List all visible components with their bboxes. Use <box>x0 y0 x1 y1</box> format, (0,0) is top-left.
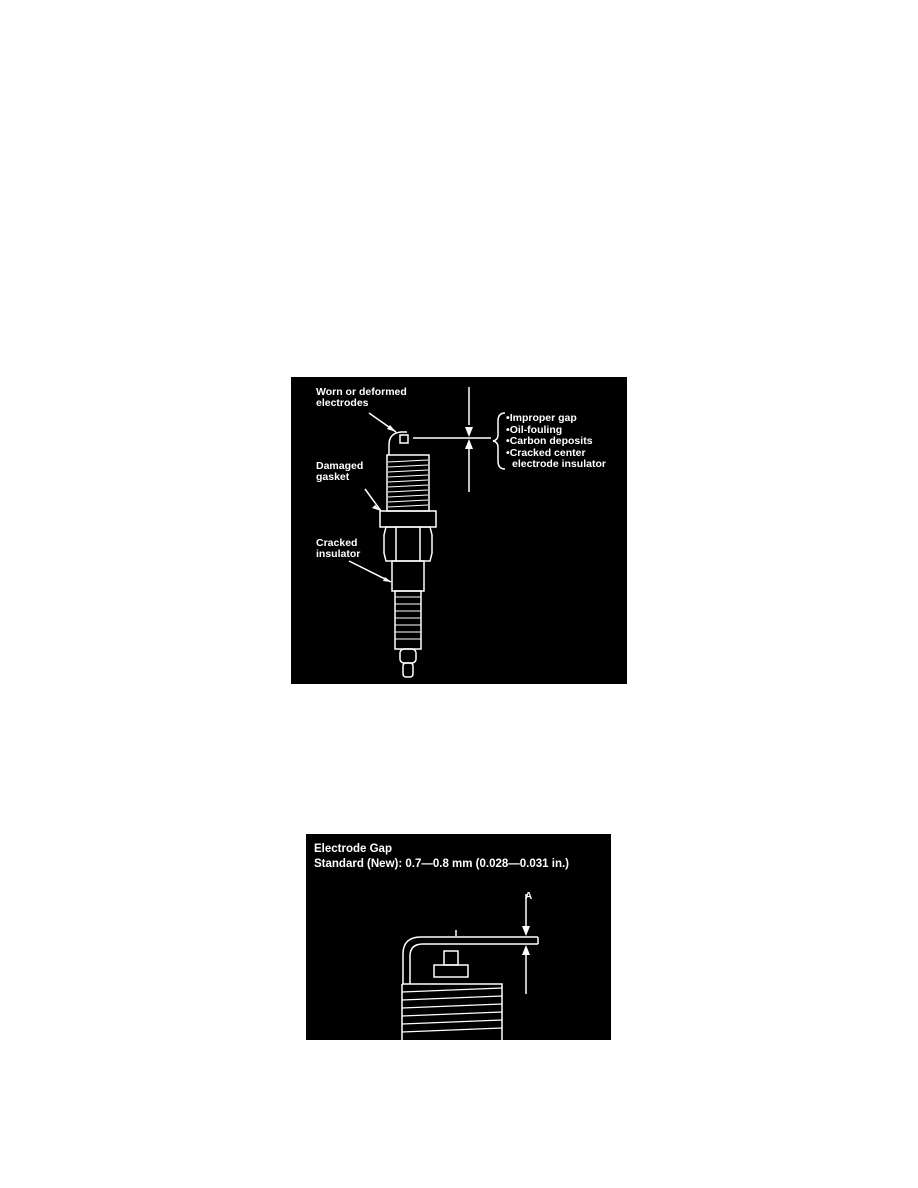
gap-dimension-label: A <box>525 891 533 902</box>
condition-oil-fouling: • Oil-fouling <box>506 425 606 437</box>
spark-plug-inspection-figure <box>291 377 627 684</box>
electrode-gap-standard: Standard (New): 0.7—0.8 mm (0.028—0.031 in.) <box>314 858 570 870</box>
condition-carbon-deposits: • Carbon deposits <box>506 436 606 448</box>
inspection-conditions-list <box>506 413 606 471</box>
electrode-gap-title: Electrode Gap <box>314 843 392 855</box>
cracked-insulator-label: Cracked insulator <box>316 537 361 560</box>
condition-improper-gap: • Improper gap <box>506 413 606 425</box>
electrode-gap-figure <box>306 834 611 1040</box>
condition-electrode-insulator: electrode insulator <box>512 458 606 470</box>
worn-electrodes-label: Worn or deformed electrodes <box>316 386 407 409</box>
electrode-gap-drawing <box>306 834 611 1040</box>
condition-cracked-center: • Cracked center <box>506 448 606 460</box>
damaged-gasket-label: Damaged gasket <box>316 460 364 483</box>
